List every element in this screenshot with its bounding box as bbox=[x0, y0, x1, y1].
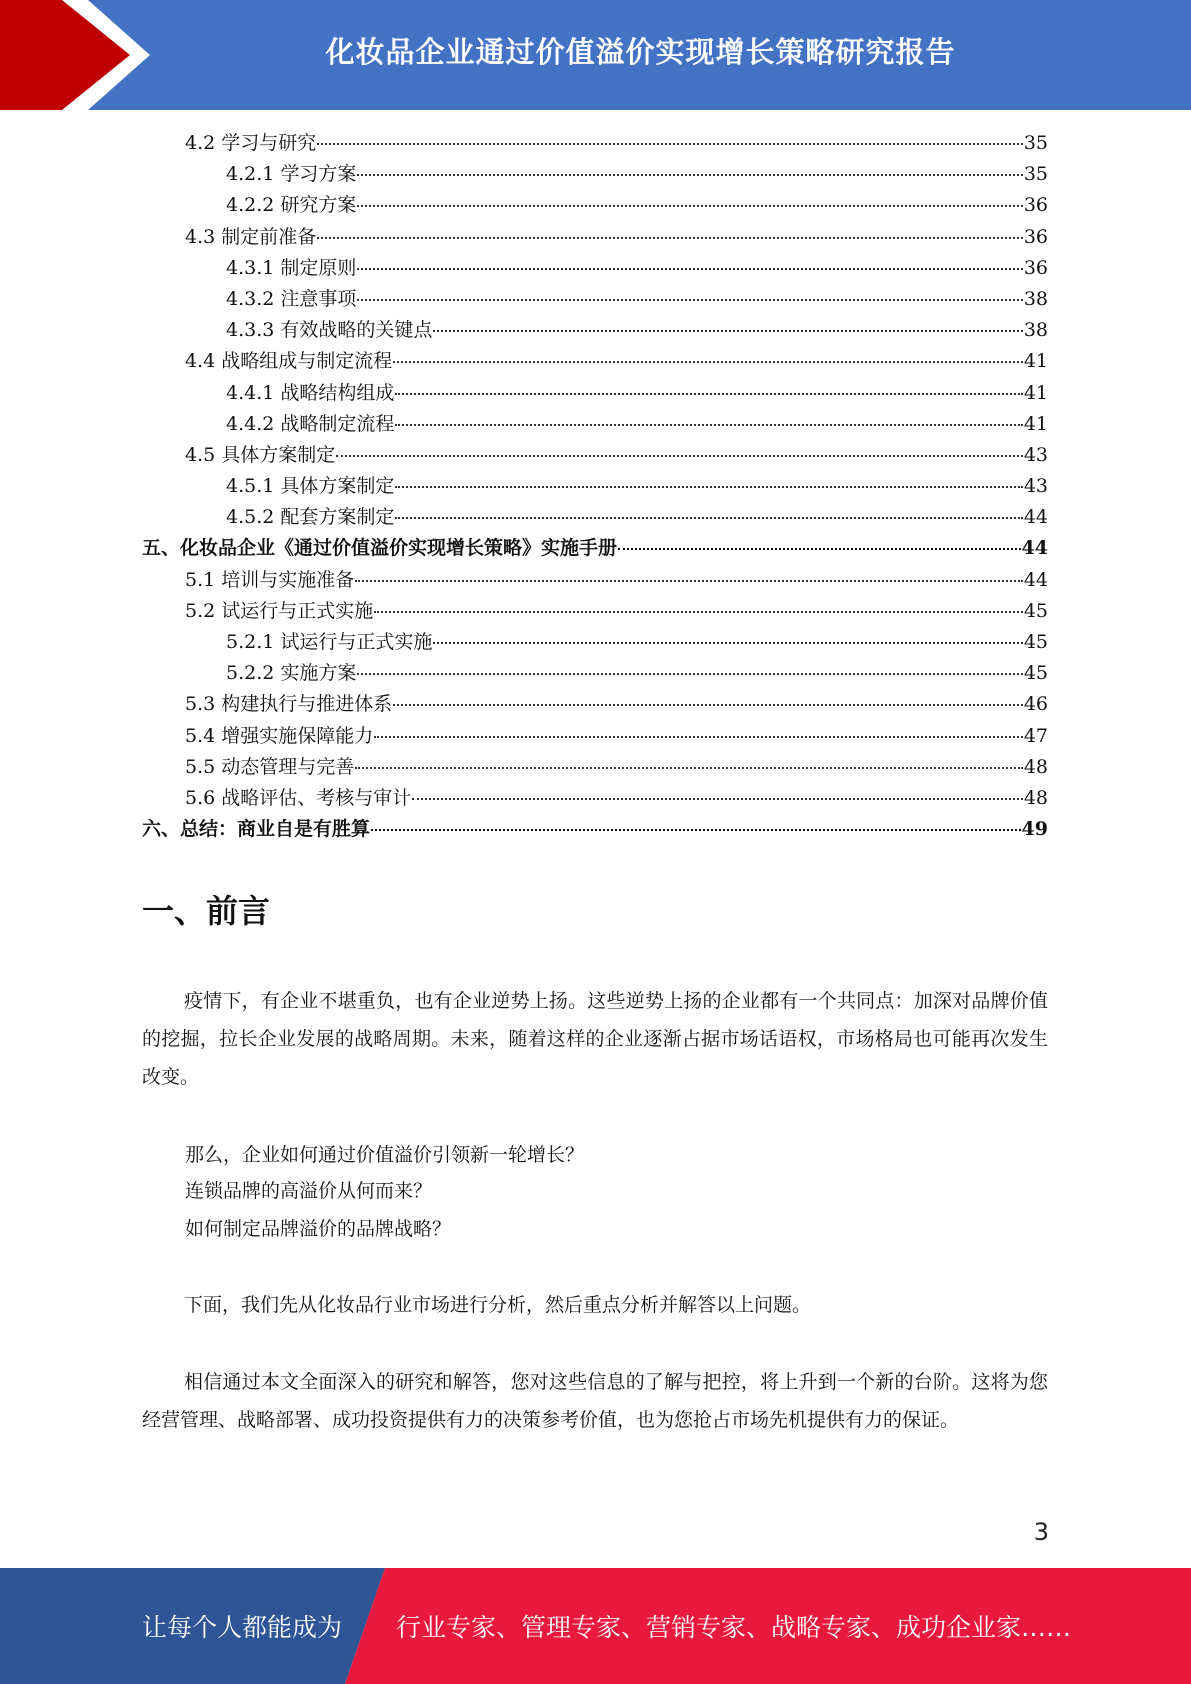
toc-entry-label: 5.1 培训与实施准备 bbox=[185, 568, 355, 591]
toc-entry[interactable] bbox=[142, 533, 1048, 564]
paragraph: 疫情下，有企业不堪重负，也有企业逆势上扬。这些逆势上扬的企业都有一个共同点：加深对品牌价值的挖掘，拉长企业发展的战略周期。未来，随着这样的企业逐渐占据市场话语权，市场格局也可能再次发生改变。 bbox=[142, 990, 1048, 1088]
header-title: 化妆品企业通过价值溢价实现增长策略研究报告 bbox=[325, 34, 956, 69]
toc-entry-label: 六、总结：商业自是有胜算 bbox=[142, 818, 371, 841]
toc-entry[interactable] bbox=[142, 315, 1048, 346]
toc-dot-leader bbox=[355, 580, 1023, 582]
toc-entry-label: 4.2.1 学习方案 bbox=[226, 163, 357, 186]
toc-entry-page: 48 bbox=[1023, 755, 1048, 778]
toc-entry[interactable] bbox=[142, 502, 1048, 533]
toc-dot-leader bbox=[355, 767, 1023, 769]
toc-entry-page: 36 bbox=[1023, 194, 1048, 217]
toc-entry-label: 4.2 学习与研究 bbox=[185, 132, 317, 154]
toc-entry-page: 36 bbox=[1023, 225, 1048, 248]
toc-entry[interactable] bbox=[142, 471, 1048, 502]
toc-entry[interactable] bbox=[142, 752, 1048, 783]
toc-entry-page: 36 bbox=[1023, 256, 1048, 279]
toc-entry[interactable] bbox=[142, 159, 1048, 190]
toc-entry-label: 4.4.2 战略制定流程 bbox=[226, 412, 395, 435]
toc-entry-page: 49 bbox=[1021, 818, 1048, 841]
toc-entry-label: 4.3.1 制定原则 bbox=[226, 256, 357, 279]
paragraph: 相信通过本文全面深入的研究和解答，您对这些信息的了解与把控，将上升到一个新的台阶。这将为您经营管理、战略部署、成功投资提供有力的决策参考价值，也为您抢占市场先机提供有力的保证。 bbox=[142, 1371, 1048, 1431]
toc-entry-label: 4.4 战略组成与制定流程 bbox=[185, 350, 393, 373]
toc-dot-leader bbox=[618, 548, 1021, 550]
toc-dot-leader bbox=[395, 424, 1022, 426]
page-footer bbox=[0, 1568, 1191, 1684]
footer-slogan-right: 行业专家、管理专家、营销专家、战略专家、成功企业家…… bbox=[396, 1613, 1072, 1642]
toc-entry[interactable] bbox=[142, 721, 1048, 752]
toc-entry-page: 38 bbox=[1023, 319, 1048, 342]
toc-entry-label: 5.2.2 实施方案 bbox=[226, 662, 357, 685]
toc-entry-page: 35 bbox=[1023, 163, 1048, 186]
toc-dot-leader bbox=[371, 829, 1021, 831]
toc-entry-label: 4.2.2 研究方案 bbox=[226, 194, 357, 217]
question-line: 那么，企业如何通过价值溢价引领新一轮增长？ bbox=[185, 1144, 585, 1166]
toc-entry-label: 4.4.1 战略结构组成 bbox=[226, 381, 395, 404]
toc-dot-leader bbox=[336, 455, 1023, 457]
toc-entry[interactable] bbox=[142, 409, 1048, 440]
toc-entry-page: 45 bbox=[1023, 631, 1048, 653]
toc-entry[interactable] bbox=[142, 627, 1048, 658]
toc-entry-page: 35 bbox=[1023, 132, 1048, 154]
toc-entry-label: 5.5 动态管理与完善 bbox=[185, 755, 355, 778]
toc-dot-leader bbox=[357, 174, 1022, 176]
toc-entry-page: 41 bbox=[1023, 412, 1048, 435]
toc-entry-page: 46 bbox=[1023, 693, 1048, 716]
paragraph: 下面，我们先从化妆品行业市场进行分析，然后重点分析并解答以上问题。 bbox=[184, 1294, 812, 1316]
toc-entry-page: 43 bbox=[1023, 475, 1048, 498]
toc-entry-page: 44 bbox=[1023, 506, 1048, 529]
toc-dot-leader bbox=[317, 237, 1023, 239]
toc-entry[interactable] bbox=[142, 190, 1048, 221]
toc-dot-leader bbox=[433, 642, 1022, 644]
toc-entry-label: 5.6 战略评估、考核与审计 bbox=[185, 786, 412, 809]
toc-entry-page: 38 bbox=[1023, 287, 1048, 310]
toc-entry[interactable] bbox=[142, 440, 1048, 471]
toc-entry[interactable] bbox=[142, 783, 1048, 814]
toc-entry-label: 4.3.3 有效战略的关键点 bbox=[226, 319, 433, 342]
toc-entry-label: 4.5.1 具体方案制定 bbox=[226, 475, 395, 498]
toc-dot-leader bbox=[374, 611, 1023, 613]
toc-entry[interactable] bbox=[142, 222, 1048, 253]
table-of-contents bbox=[142, 128, 1048, 845]
toc-entry[interactable] bbox=[142, 128, 1048, 159]
toc-entry-page: 41 bbox=[1023, 381, 1048, 404]
toc-entry-label: 5.2 试运行与正式实施 bbox=[185, 599, 374, 622]
question-line: 连锁品牌的高溢价从何而来？ bbox=[185, 1180, 433, 1202]
footer-slogan-left: 让每个人都能成为 bbox=[142, 1613, 343, 1642]
toc-entry[interactable] bbox=[142, 814, 1048, 845]
toc-dot-leader bbox=[374, 736, 1023, 738]
toc-entry[interactable] bbox=[142, 378, 1048, 409]
toc-dot-leader bbox=[393, 361, 1023, 363]
toc-dot-leader bbox=[412, 798, 1023, 800]
toc-dot-leader bbox=[357, 268, 1022, 270]
toc-dot-leader bbox=[317, 143, 1023, 145]
toc-entry[interactable] bbox=[142, 284, 1048, 315]
toc-entry[interactable] bbox=[142, 689, 1048, 720]
toc-dot-leader bbox=[357, 299, 1022, 301]
toc-entry-page: 47 bbox=[1023, 724, 1048, 747]
toc-dot-leader bbox=[433, 330, 1022, 332]
toc-entry-label: 五、化妆品企业《通过价值溢价实现增长策略》实施手册 bbox=[142, 537, 618, 560]
toc-dot-leader bbox=[395, 486, 1022, 488]
toc-entry-page: 45 bbox=[1023, 662, 1048, 685]
page-number: 3 bbox=[1033, 1518, 1049, 1546]
toc-dot-leader bbox=[395, 393, 1022, 395]
toc-entry[interactable] bbox=[142, 658, 1048, 689]
toc-entry-page: 48 bbox=[1023, 786, 1048, 809]
toc-entry-label: 4.5.2 配套方案制定 bbox=[226, 506, 395, 529]
toc-dot-leader bbox=[357, 205, 1022, 207]
toc-entry-label: 5.4 增强实施保障能力 bbox=[185, 724, 374, 747]
toc-entry-page: 45 bbox=[1023, 599, 1048, 622]
toc-dot-leader bbox=[357, 673, 1022, 675]
toc-entry-label: 4.3 制定前准备 bbox=[185, 225, 317, 248]
toc-entry-label: 5.2.1 试运行与正式实施 bbox=[226, 631, 433, 653]
page-header bbox=[0, 0, 1191, 110]
toc-entry[interactable] bbox=[142, 565, 1048, 596]
toc-entry-page: 44 bbox=[1023, 568, 1048, 591]
toc-entry-page: 44 bbox=[1021, 537, 1048, 560]
section-heading: 一、前言 bbox=[142, 892, 271, 930]
toc-entry[interactable] bbox=[142, 253, 1048, 284]
toc-entry-page: 43 bbox=[1023, 443, 1048, 466]
toc-dot-leader bbox=[395, 517, 1022, 519]
toc-entry[interactable] bbox=[142, 346, 1048, 377]
toc-entry-label: 4.3.2 注意事项 bbox=[226, 287, 357, 310]
toc-entry-label: 5.3 构建执行与推进体系 bbox=[185, 693, 393, 716]
toc-entry-page: 41 bbox=[1023, 350, 1048, 373]
toc-entry[interactable] bbox=[142, 596, 1048, 627]
question-line: 如何制定品牌溢价的品牌战略？ bbox=[185, 1218, 452, 1240]
toc-entry-label: 4.5 具体方案制定 bbox=[185, 443, 336, 466]
toc-dot-leader bbox=[393, 704, 1023, 706]
